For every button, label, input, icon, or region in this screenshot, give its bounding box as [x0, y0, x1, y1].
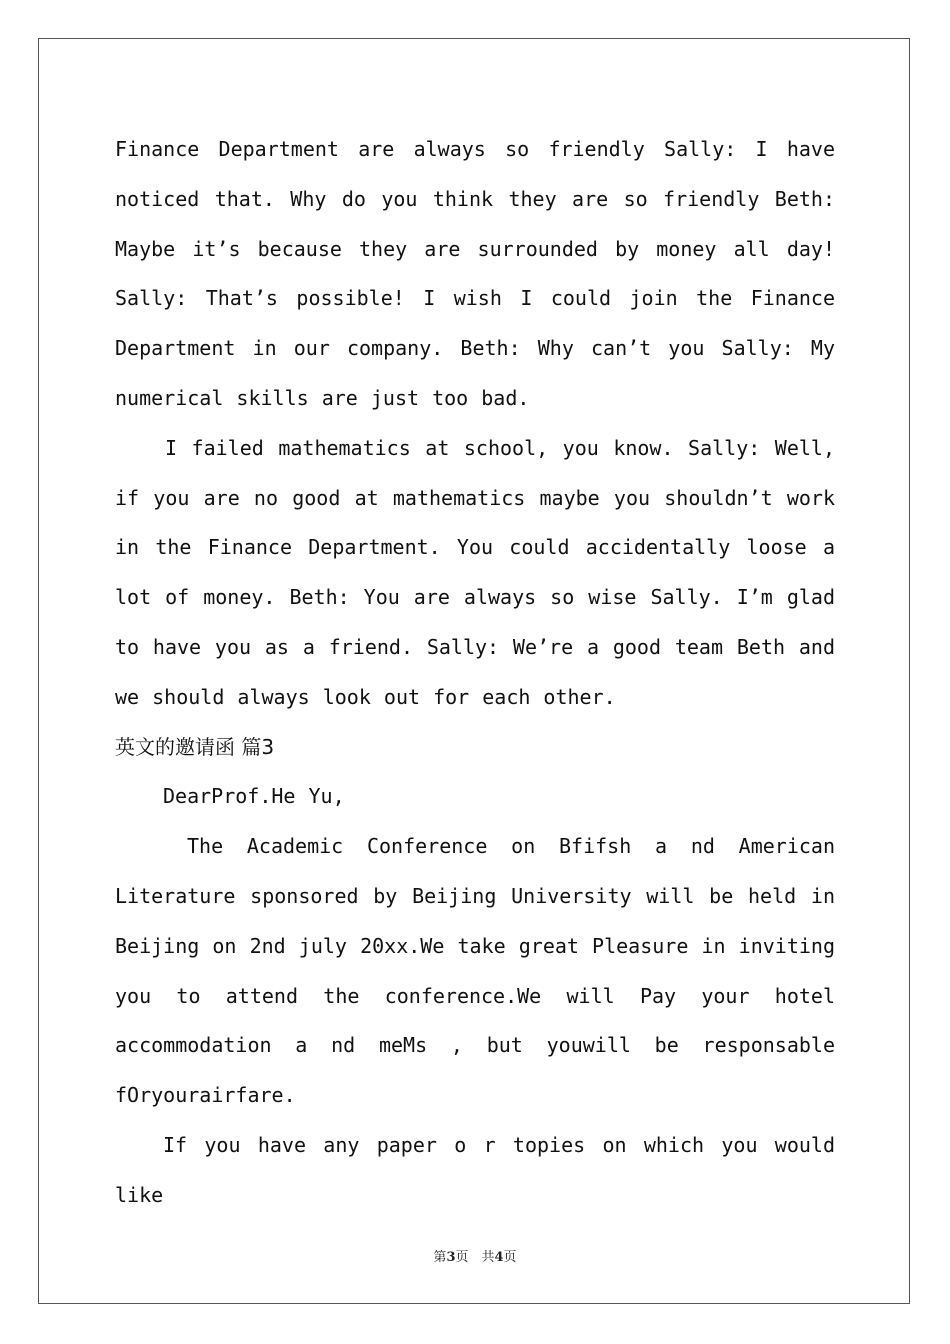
footer-suffix: 页 [503, 1250, 517, 1265]
footer-current-page: 3 [446, 1250, 456, 1265]
dialogue-paragraph-1: Finance Department are always so friendly Sally: I have noticed that. Why do you think they are so friendly Beth: Maybe it’s because they are surrounded by money all day! Sally: That’s possible! I wish I could join the Finance Department in our company. Beth: Why can’t you Sally: My numerical skills are just too bad. [115, 137, 835, 410]
letter-salutation: DearProf.He Yu, [163, 784, 345, 809]
section-heading: 英文的邀请函 篇3 [115, 734, 275, 759]
footer-prefix: 第 [433, 1250, 447, 1265]
letter-paragraph-2: If you have any paper o r topies on which you would like [115, 1132, 835, 1207]
page-footer [0, 1246, 950, 1265]
dialogue-paragraph-2: I failed mathematics at school, you know. Sally: Well, if you are no good at mathematics maybe you shouldn’t work in the Finance Department. You could accidentally loose a lot of money. Beth: You are always so wise Sally. I’m glad to have you as a friend. Sally: We’re a good team Beth and we should always look out for each other. [115, 435, 835, 709]
document-body [115, 125, 835, 1221]
footer-middle: 页 共 [455, 1250, 495, 1265]
footer-total-pages: 4 [494, 1250, 504, 1265]
letter-paragraph-1: The Academic Conference on Bfifsh a nd American Literature sponsored by Beijing University will be held in Beijing on 2nd july 20xx.We take great Pleasure in inviting you to attend the conference.We will Pay your hotel accommodation a nd meMs , but youwill be responsable fOryourairfare. [115, 834, 835, 1108]
